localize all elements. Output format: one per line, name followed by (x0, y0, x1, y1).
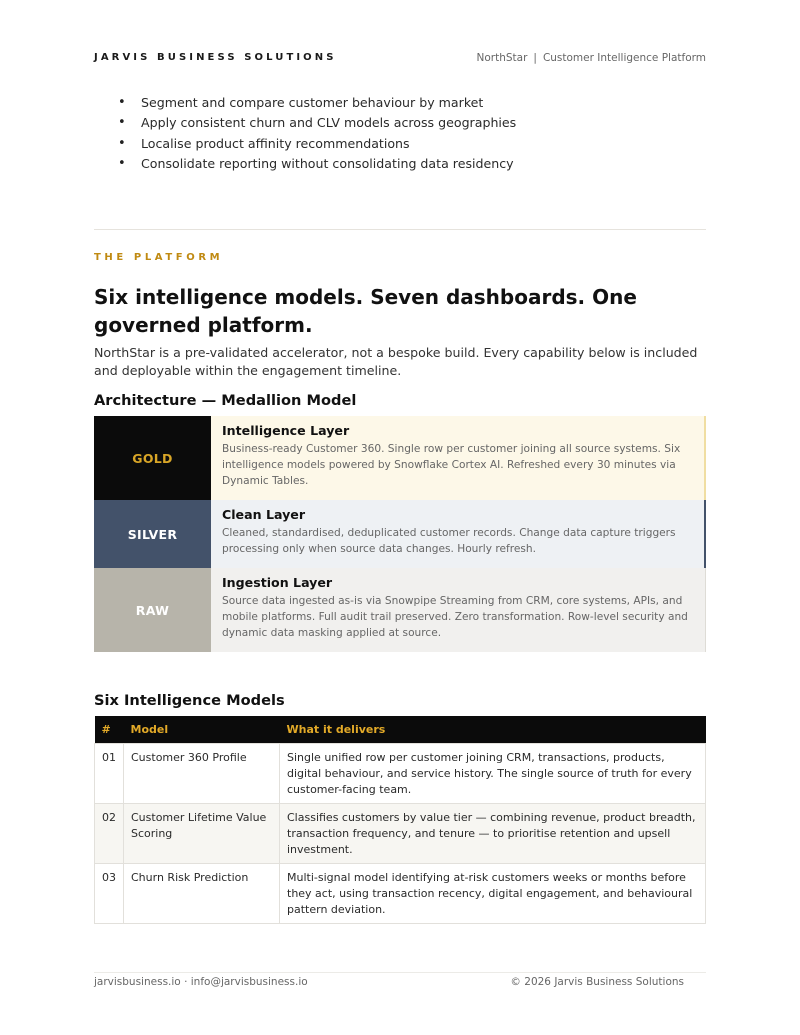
model-name: Customer 360 Profile (124, 744, 280, 804)
model-number: 02 (95, 804, 124, 864)
tier-raw (94, 568, 706, 652)
footer-dot: · (184, 976, 188, 988)
website-link[interactable]: jarvisbusiness.io (94, 976, 181, 988)
tier-description: Source data ingested as-is via Snowpipe Streaming from CRM, core systems, APIs, and mobile platforms. Full audit trail preserved. Zero transformation. Row-level security and dynamic data masking applied at source. (222, 595, 688, 639)
models-table (94, 716, 706, 924)
tier-title: Intelligence Layer (222, 423, 350, 438)
tier-label: GOLD (94, 416, 211, 500)
tier-title: Clean Layer (222, 507, 306, 522)
table-header-row (95, 716, 706, 744)
page-title: Six intelligence models. Seven dashboards. One governed platform. (94, 285, 637, 337)
table-row (95, 744, 706, 804)
model-name: Customer Lifetime Value Scoring (124, 804, 280, 864)
model-number: 01 (95, 744, 124, 804)
medallion-diagram (94, 416, 706, 652)
page-header (94, 52, 706, 68)
tier-description: Cleaned, standardised, deduplicated customer records. Change data capture triggers processing only when source data changes. Hourly refresh. (222, 527, 676, 555)
tier-description: Business-ready Customer 360. Single row per customer joining all source systems. Six intelligence models powered by Snowflake Cortex AI. Refreshed every 30 minutes via Dynamic Tables. (222, 443, 681, 487)
tier-label: SILVER (94, 500, 211, 568)
product-name: NorthStar (476, 52, 528, 64)
model-description: Single unified row per customer joining CRM, transactions, products, digital behaviour, and service history. The single source of truth for every customer-facing team. (280, 744, 706, 804)
model-name: Churn Risk Prediction (124, 864, 280, 924)
list-item: • Segment and compare customer behaviour by market (118, 93, 516, 113)
footer-contact (94, 976, 308, 988)
table-row (95, 804, 706, 864)
tier-title: Ingestion Layer (222, 575, 333, 590)
section-eyebrow: THE PLATFORM (94, 252, 224, 263)
column-header-delivers: What it delivers (280, 716, 706, 744)
model-description: Multi-signal model identifying at-risk customers weeks or months before they act, using transaction recency, digital engagement, and behavioural pattern deviation. (280, 864, 706, 924)
column-header-number: # (95, 716, 124, 744)
intro-paragraph: NorthStar is a pre-validated accelerator, not a bespoke build. Every capability below is included and deployable within the engagement timeline. (94, 345, 698, 378)
tier-label: RAW (94, 568, 211, 652)
table-row (95, 864, 706, 924)
model-number: 03 (95, 864, 124, 924)
tier-silver (94, 500, 706, 568)
column-header-model: Model (124, 716, 280, 744)
benefit-list (118, 93, 516, 174)
header-separator: | (533, 52, 537, 64)
tier-body (211, 568, 706, 652)
tier-body (211, 416, 706, 500)
tier-gold (94, 416, 706, 500)
architecture-title: Architecture — Medallion Model (94, 392, 357, 409)
tier-body (211, 500, 706, 568)
copyright: © 2026 Jarvis Business Solutions (510, 976, 684, 988)
section-divider (94, 229, 706, 230)
models-title: Six Intelligence Models (94, 692, 285, 709)
header-product-info (476, 52, 706, 64)
model-description: Classifies customers by value tier — combining revenue, product breadth, transaction frequency, and tenure — to prioritise retention and upsell investment. (280, 804, 706, 864)
email-link[interactable]: info@jarvisbusiness.io (190, 976, 308, 988)
list-item: • Consolidate reporting without consolidating data residency (118, 154, 516, 174)
footer-divider (94, 972, 706, 973)
list-item: • Apply consistent churn and CLV models across geographies (118, 113, 516, 133)
brand-name: JARVIS BUSINESS SOLUTIONS (94, 52, 337, 63)
platform-name: Customer Intelligence Platform (542, 52, 706, 64)
list-item: • Localise product affinity recommendations (118, 134, 516, 154)
